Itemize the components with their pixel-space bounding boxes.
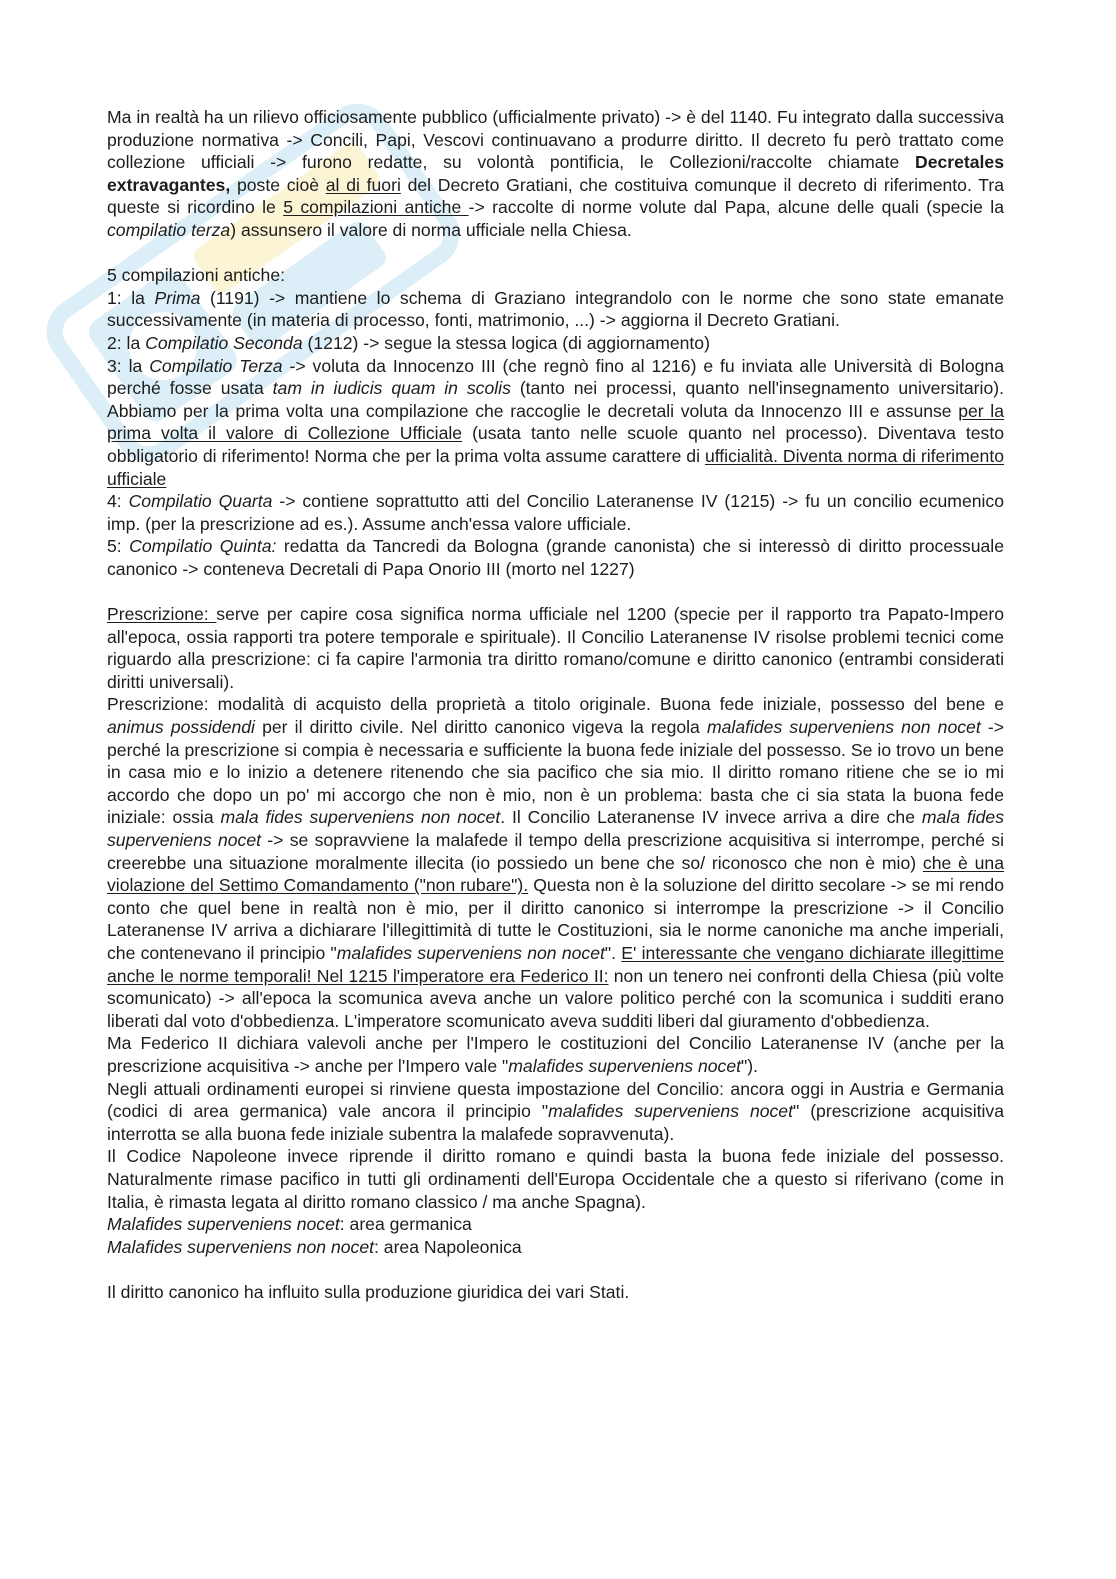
text-run: 2: la [107, 332, 146, 353]
paragraph-codice-napoleone [107, 1145, 1004, 1213]
text-run: Compilatio Quinta: [129, 536, 277, 557]
text-run: poste cioè [230, 174, 326, 195]
text-run: Questa non è la soluzione del diritto secolare -> se mi rendo conto che quel bene in realtà non è mio, per il diritto canonico si interrompe la prescrizione -> il Concilio Lateranense IV arriva a dichiarare l'illegittimità di tutte le Costituzioni, sia le norme canoniche ma anche imperiali, che contenevano il principio " [107, 875, 1004, 963]
text-run: animus possidendi [107, 717, 255, 738]
text-run: (1191) -> mantiene lo schema di Graziano integrandolo con le norme che sono state emanate successivamente (in materia di processo, fonti, matrimonio, ...) -> aggiorna il Decreto Gratiani. [107, 287, 1004, 331]
text-run: che è una violazione del Settimo Comandamento ("non rubare"). [107, 852, 1004, 896]
list-item-prima [107, 287, 1004, 332]
list-item-terza [107, 355, 1004, 491]
text-run: -> voluta da Innocenzo III (che regnò fino al 1216) e fu inviata alle Università di Bologna perché fosse usata [107, 355, 1004, 399]
text-run: redatta da Tancredi da Bologna (grande canonista) che si interessò di diritto processuale canonico -> conteneva Decretali di Papa Onorio III (morto nel 1227) [107, 536, 1004, 579]
paragraph-prescrizione-definizione [107, 693, 1004, 1032]
text-run: : area germanica [339, 1214, 472, 1235]
paragraph-decretales [107, 106, 1004, 242]
text-run: Ma Federico II dichiara valevoli anche per l'Impero le costituzioni del Concilio Lateranense IV (anche per la prescrizione acquisitiva -> anche per l'Impero vale " [107, 1033, 1004, 1076]
text-run: mala fides superveniens non nocet [220, 807, 501, 828]
paragraph-conclusione [107, 1281, 1004, 1304]
text-run: -> contiene soprattutto atti del Concilio Lateranense IV (1215) -> fu un concilio ecumenico imp. (per la prescrizione ad es.). Assume anch'essa valore ufficiale. [107, 491, 1005, 534]
list-item-quarta [107, 490, 1004, 535]
text-run: Malafides superveniens non nocet [107, 1236, 375, 1257]
text-run: Decretales extravagantes, [107, 152, 1004, 195]
summary-area-germanica [107, 1213, 1004, 1236]
text-run: tam in iudicis quam in scolis [272, 378, 511, 399]
document-body [107, 106, 1004, 1303]
text-run: serve per capire cosa significa norma ufficiale nel 1200 (specie per il rapporto tra Papato-Impero all'epoca, ossia rapporti tra potere temporale e spirituale). Il Concilio Lateranense IV risolse problemi tecnici come riguardo alla prescrizione: ci fa capire l'armonia tra diritto romano/comune e diritto canonico (entrambi considerati diritti universali). [107, 604, 1004, 692]
text-run: al di fuori [325, 174, 401, 195]
list-item-quinta [107, 535, 1004, 580]
text-run: 5 compilazioni antiche [283, 197, 469, 218]
paragraph-compilazioni-heading [107, 264, 1004, 287]
text-run: -> raccolte di norme volute dal Papa, alcune delle quali (specie la [468, 197, 1004, 218]
text-run: Il diritto canonico ha influito sulla produzione giuridica dei vari Stati. [107, 1281, 630, 1302]
text-run: malafides superveniens non nocet [336, 942, 605, 963]
list-item-seconda [107, 332, 1004, 355]
text-run: Negli attuali ordinamenti europei si rinviene questa impostazione del Concilio: ancora oggi in Austria e Germania (codici di area germanica) vale ancora il principio " [107, 1078, 1004, 1122]
summary-area-napoleonica [107, 1236, 1004, 1259]
text-run: non un tenero nei confronti della Chiesa (più volte scomunicato) -> all'epoca la scomunica aveva anche un valore politico perché con la scomunica i sudditi erano liberati dal voto d'obbedienza. L'imperatore scomunicato aveva sudditi liberi dal giuramento d'obbedienza. [107, 965, 1005, 1031]
text-run: ) assunsero il valore di norma ufficiale nella Chiesa. [230, 219, 632, 240]
text-run: (tanto nei processi, quanto nell'insegnamento universitario). Abbiamo per la prima volta una compilazione che raccoglie le decretali voluta da Innocenzo III e assunse [107, 378, 1004, 421]
text-run: " (prescrizione acquisitiva interrotta se alla buona fede iniziale subentra la malafede sopravvenuta). [107, 1101, 1004, 1144]
text-run: 5: [107, 536, 130, 557]
text-run: Compilatio Seconda [145, 332, 303, 353]
text-run: malafides superveniens nocet [548, 1101, 793, 1122]
text-run: ufficialità. Diventa norma di riferimento ufficiale [107, 445, 1004, 489]
text-run: -> perché la prescrizione si compia è necessaria e sufficiente la buona fede iniziale del possesso. Se io trovo un bene in casa mio e lo inizio a detenere ritenendo che sia pacifico che sia mio. Il diritto romano ritiene che se io mi accordo che dopo un po' mi accorgo che non è mio, non è un problema: basta che ci sia stata la buona fede iniziale: ossia [107, 717, 1004, 828]
text-run: . Il Concilio Lateranense IV invece arriva a dire che [500, 807, 922, 828]
text-run: per la prima volta il valore di Collezione Ufficiale [107, 400, 1004, 444]
text-run: Ma in realtà ha un rilievo officiosamente pubblico (ufficialmente privato) -> è del 1140. Fu integrato dalla successiva produzione normativa -> Concili, Papi, Vescovi continuavano a produrre diritto. Il decreto fu però trattato come collezione ufficiali -> furono redatte, su volontà pontificia, le Collezioni/raccolte chiamate [107, 107, 1004, 173]
text-run: -> se sopravviene la malafede il tempo della prescrizione acquisitiva si interrompe, perché si creerebbe una situazione moralmente illecita (io possiedo un bene che so/ riconosco che non è mio) [107, 830, 1004, 873]
text-run: 5 compilazioni antiche: [107, 265, 285, 286]
paragraph-federico [107, 1032, 1004, 1077]
text-run: Malafides superveniens nocet [107, 1214, 340, 1235]
text-run: Compilatio Quarta [128, 491, 273, 512]
text-run: "). [741, 1055, 759, 1076]
text-run: (1212) -> segue la stessa logica (di aggiornamento) [302, 332, 710, 353]
text-run: ". [604, 942, 622, 963]
text-run: (usata tanto nelle scuole quanto nel processo). Diventava testo obbligatorio di riferimento! Norma che per la prima volta assume carattere di [107, 423, 1005, 466]
text-run: : area Napoleonica [374, 1236, 522, 1257]
text-run: E' interessante che vengano dichiarate illegittime anche le norme temporali! Nel 1215 l'imperatore era Federico II: [107, 942, 1005, 986]
text-run: Prescrizione: [107, 604, 217, 625]
text-run: Prescrizione: modalità di acquisto della proprietà a titolo originale. Buona fede iniziale, possesso del bene e [107, 694, 1004, 715]
text-run: 1: la [107, 287, 155, 308]
text-run: malafides superveniens non nocet [706, 717, 981, 738]
text-run: del Decreto Gratiani, che costituiva comunque il decreto di riferimento. Tra queste si ricordino le [107, 174, 1005, 218]
text-run: 3: la [107, 355, 150, 376]
text-run: malafides superveniens nocet [508, 1055, 742, 1076]
text-run: Compilatio Terza [149, 355, 283, 376]
paragraph-prescrizione-intro [107, 603, 1004, 693]
text-run: per il diritto civile. Nel diritto canonico vigeva la regola [254, 717, 707, 738]
text-run: 4: [107, 491, 129, 512]
paragraph-ordinamenti-europei [107, 1078, 1004, 1146]
text-run: Prima [154, 287, 201, 308]
text-run: Il Codice Napoleone invece riprende il diritto romano e quindi basta la buona fede iniziale del possesso. Naturalmente rimase pacifico in tutti gli ordinamenti dell'Europa Occidentale che a questo si riferivano (come in Italia, è rimasta legata al diritto romano classico / ma anche Spagna). [107, 1146, 1004, 1212]
text-run: compilatio terza [107, 219, 231, 240]
text-run: mala fides superveniens nocet [107, 807, 1004, 850]
